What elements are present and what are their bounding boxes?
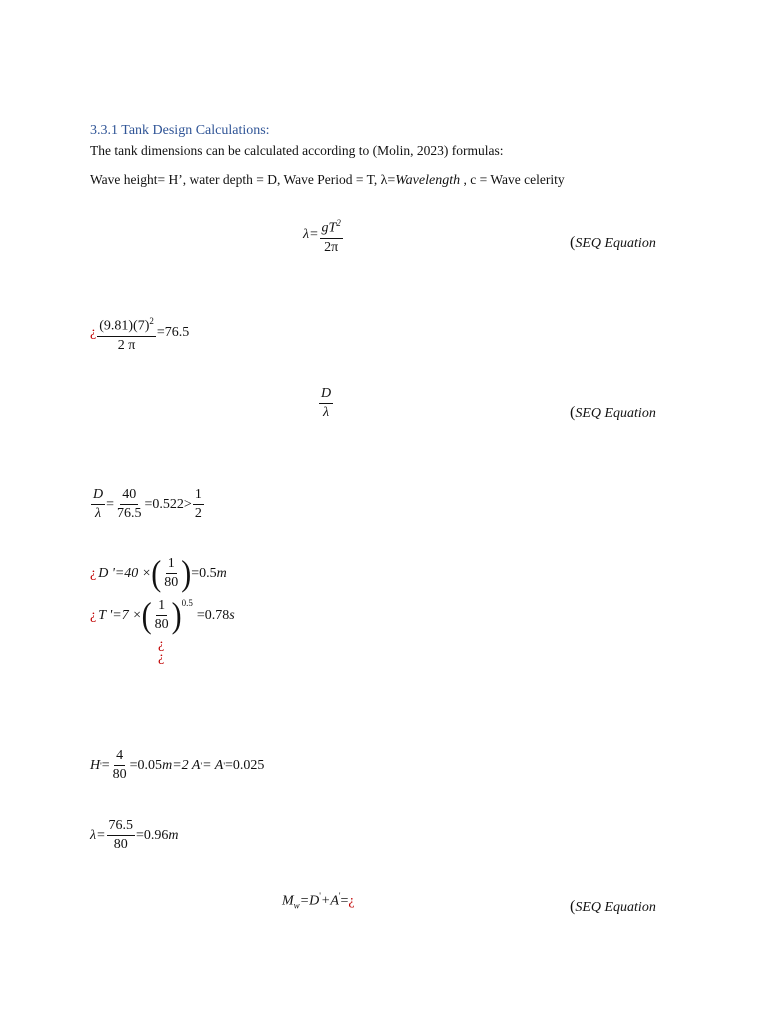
equation-height-prime: H ' = $\frac{4}{80}$ =0.05 m =2 A ' = A ' =0.025 <box>90 748 265 782</box>
equation-depth-ratio <box>318 386 334 421</box>
eq2-calc-frac3: $\frac{1}{2}$ <box>194 487 202 521</box>
eq2-denominator: λ <box>323 405 330 420</box>
error-glyph-stack: ¿ ¿ <box>158 637 165 665</box>
eq1-denominator: 2π <box>324 239 339 255</box>
hprime-fraction: $\frac{4}{80}$ <box>112 748 127 782</box>
seq-equation-label-1: (SEQ Equation <box>570 234 656 251</box>
error-glyph: ¿ <box>348 893 355 909</box>
eq1-calc-denominator: 2 π <box>117 337 136 353</box>
seq-equation-label-2: (SEQ Equation <box>570 404 656 421</box>
eq2-calc-frac1: $\frac{D}{\lambda}$ <box>93 487 104 521</box>
eq1-calc-numerator: $(9.81)(7)^2$ <box>97 313 156 337</box>
seq-equation-label-3: (SEQ Equation <box>570 898 656 915</box>
eq1-calc-result: =76.5 <box>156 325 190 341</box>
section-heading: 3.3.1 Tank Design Calculations: <box>90 123 270 138</box>
variables-lambda: λ= <box>380 173 396 188</box>
dprime-lhs: D '=40 × <box>98 565 152 581</box>
equation-depth-ratio-calc: $\frac{D}{\lambda}$ = $\frac{40}{76.5}$ =0.522> $\frac{1}{2}$ <box>93 487 202 521</box>
eq1-numerator: $gT^2$ <box>320 215 343 239</box>
error-glyph: ¿ <box>90 565 97 581</box>
eq2-calc-result: =0.522> <box>144 496 192 512</box>
variables-tail: , c = Wave celerity <box>463 172 565 187</box>
equation-wavelength-calc <box>90 313 189 354</box>
eq1-fraction <box>320 215 343 256</box>
variables-wavelength: Wavelength <box>395 173 461 188</box>
dprime-result: =0.5 <box>191 565 217 581</box>
error-glyph: ¿ <box>90 325 97 341</box>
error-glyph: ¿ <box>90 607 97 623</box>
equation-depth-prime: ¿ D '=40 × ( $\frac{1}{80}$ ) =0.5 m <box>90 553 227 593</box>
eq1-calc-fraction <box>97 313 156 354</box>
tprime-fraction: $\frac{1}{80}$ <box>154 598 169 632</box>
equation-model-wavelength: λ= $\frac{76.5}{80}$ =0.96 m <box>90 818 179 852</box>
eq2-numerator: D <box>319 386 333 404</box>
eq2-fraction <box>319 386 333 421</box>
eq2-calc-frac2: $\frac{40}{76.5}$ <box>117 487 142 521</box>
variables-text: Wave height= H’, water depth = D, Wave Period = T, <box>90 172 378 187</box>
equation-period-prime: ¿ T '=7 × ( $\frac{1}{80}$ ) 0.5 =0.78 s <box>90 595 235 635</box>
dprime-fraction: $\frac{1}{80}$ <box>164 556 179 590</box>
variables-line <box>90 172 565 189</box>
intro-paragraph: The tank dimensions can be calculated according to (Molin, 2023) formulas: <box>90 143 504 158</box>
eq1-lhs: λ= <box>303 227 319 243</box>
tprime-result: =0.78 <box>196 607 230 623</box>
equation-mw: $M_w=D'+A'=¿$ <box>282 891 355 911</box>
tprime-lhs: T '=7 × <box>98 607 142 623</box>
lambda-model-fraction: $\frac{76.5}{80}$ <box>108 818 134 852</box>
equation-wavelength <box>303 215 344 256</box>
